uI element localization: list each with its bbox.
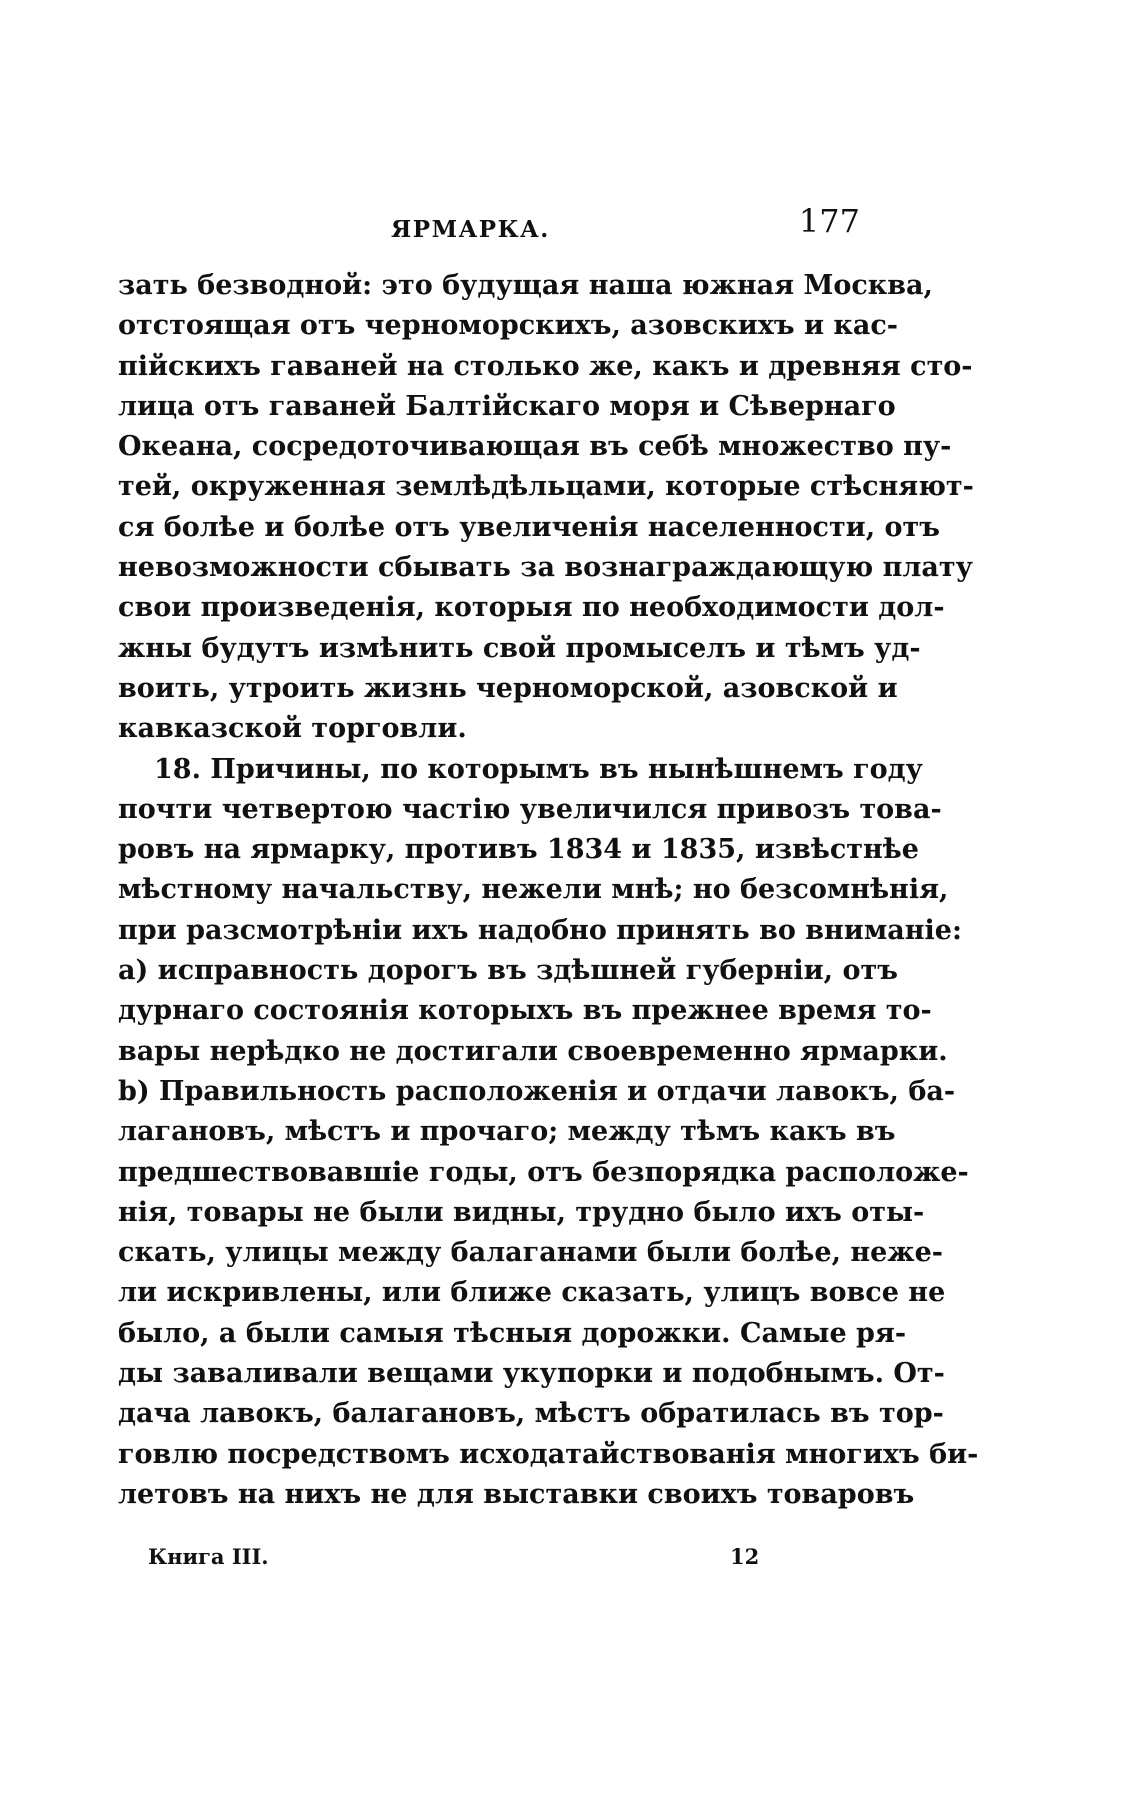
paragraph-start-line: 18. Причины, по которымъ въ нынѣшнемъ году bbox=[154, 753, 923, 785]
sheet-number: 12 bbox=[730, 1544, 760, 1569]
body-text bbox=[118, 266, 979, 1515]
text-line: ды заваливали вещами укупорки и подобнымъ. От- bbox=[118, 1358, 945, 1390]
text-line: летовъ на нихъ не для выставки своихъ товаровъ bbox=[118, 1478, 915, 1510]
text-line: лица отъ гаваней Балтiйскаго моря и Сѣвернаго bbox=[118, 390, 896, 422]
text-line: тей, окруженная землѣдѣльцами, которые стѣсняют- bbox=[118, 471, 974, 503]
text-line: почти четвертою частiю увеличился привозъ това- bbox=[118, 793, 942, 825]
text-line: было, а были самыя тѣсныя дорожки. Самые ря- bbox=[118, 1317, 907, 1349]
text-line: b) Правильность расположенiя и отдачи лавокъ, ба- bbox=[118, 1075, 956, 1107]
text-line: жны будутъ измѣнить свой промыселъ и тѣмъ уд- bbox=[118, 632, 921, 664]
text-line: свои произведенiя, которыя по необходимости дол- bbox=[118, 592, 945, 624]
text-line: отстоящая отъ черноморскихъ, азовскихъ и кас- bbox=[118, 310, 899, 342]
text-line: Океана, сосредоточивающая въ себѣ множество пу- bbox=[118, 431, 952, 463]
page-footer bbox=[118, 1544, 860, 1580]
text-line: ровъ на ярмарку, противъ 1834 и 1835, извѣстнѣе bbox=[118, 834, 919, 866]
book-signature: Книга III. bbox=[148, 1544, 269, 1569]
text-line: пiйскихъ гаваней на столько же, какъ и древняя сто- bbox=[118, 350, 973, 382]
text-line: лагановъ, мѣстъ и прочаго; между тѣмъ какъ въ bbox=[118, 1116, 896, 1148]
text-line: предшествовавшiе годы, отъ безпорядка расположе- bbox=[118, 1156, 969, 1188]
text-line: кавказской торговли. bbox=[118, 713, 467, 745]
running-head: ЯРМАРКА. bbox=[391, 216, 550, 243]
text-line: скать, улицы между балаганами были болѣе, неже- bbox=[118, 1237, 943, 1269]
text-line: при разсмотрѣнiи ихъ надобно принять во вниманiе: bbox=[118, 914, 962, 946]
text-line: вары нерѣдко не достигали своевременно ярмарки. bbox=[118, 1035, 948, 1067]
text-line: дача лавокъ, балагановъ, мѣстъ обратилась въ тор- bbox=[118, 1398, 944, 1430]
text-line: дурнаго состоянiя которыхъ въ прежнее время то- bbox=[118, 995, 932, 1027]
text-line: a) исправность дорогъ въ здѣшней губернiи, отъ bbox=[118, 955, 898, 987]
text-line: зать безводной: это будущая наша южная Москва, bbox=[118, 270, 933, 301]
text-line: воить, утроить жизнь черноморской, азовской и bbox=[118, 672, 898, 704]
text-line: ся болѣе и болѣе отъ увеличенiя населенности, отъ bbox=[118, 511, 940, 543]
text-line: нiя, товары не были видны, трудно было ихъ оты- bbox=[118, 1196, 925, 1228]
text-line: ли искривлены, или ближе сказать, улицъ вовсе не bbox=[118, 1277, 946, 1309]
text-line: говлю посредствомъ исходатайствованiя многихъ би- bbox=[118, 1438, 979, 1470]
page-number: 177 bbox=[798, 202, 860, 240]
text-line: невозможности сбывать за вознаграждающую плату bbox=[118, 552, 973, 584]
page-header bbox=[118, 202, 860, 256]
text-line: мѣстному начальству, нежели мнѣ; но безсомнѣнiя, bbox=[118, 874, 949, 906]
